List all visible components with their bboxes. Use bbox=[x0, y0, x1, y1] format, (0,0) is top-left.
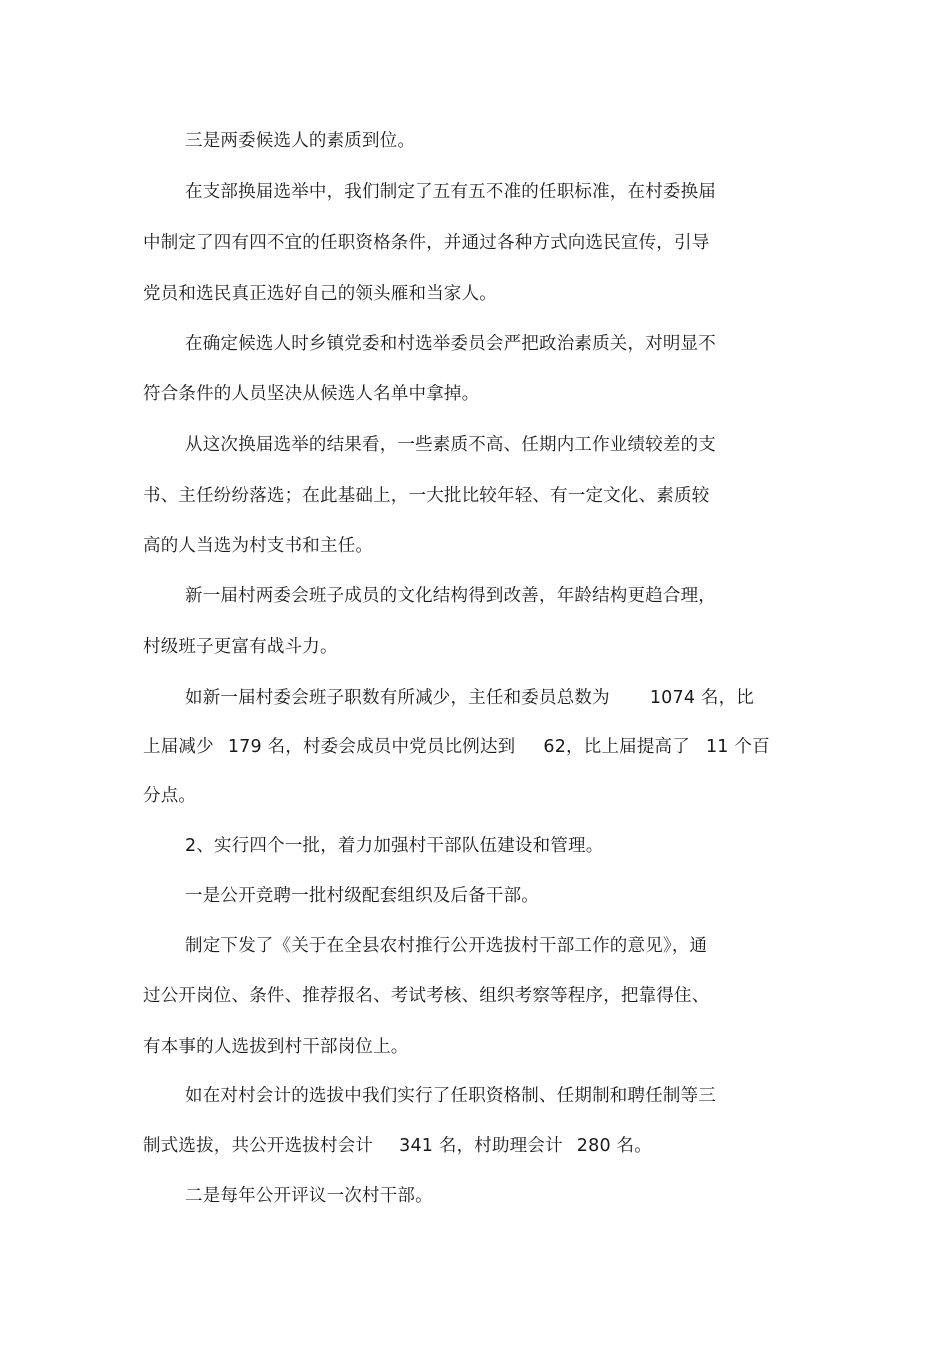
text-segment: 62，比上届提高了 bbox=[543, 737, 690, 757]
paragraph-line: 二是每年公开评议一次村干部。 bbox=[185, 1186, 433, 1206]
text-segment: 179 名，村委会成员中党员比例达到 bbox=[227, 737, 516, 757]
paragraph-line bbox=[185, 683, 754, 713]
paragraph-line bbox=[143, 1131, 652, 1161]
paragraph-line: 分点。 bbox=[143, 786, 197, 806]
paragraph-line: 一是公开竞聘一批村级配套组织及后备干部。 bbox=[185, 886, 539, 906]
paragraph-line: 符合条件的人员坚决从候选人名单中拿掉。 bbox=[143, 384, 480, 404]
paragraph-line: 党员和选民真正选好自己的领头雁和当家人。 bbox=[143, 284, 497, 304]
paragraph-line: 在支部换届选举中，我们制定了五有五不准的任职标准，在村委换届 bbox=[185, 182, 716, 202]
paragraph-line: 中制定了四有四不宜的任职资格条件，并通过各种方式向选民宣传，引导 bbox=[143, 233, 710, 253]
paragraph-line: 新一届村两委会班子成员的文化结构得到改善，年龄结构更趋合理， bbox=[185, 586, 716, 606]
text-segment: 上届减少 bbox=[143, 737, 214, 757]
paragraph-line: 制定下发了《关于在全县农村推行公开选拔村干部工作的意见》，通 bbox=[185, 936, 708, 956]
paragraph-line: 有本事的人选拔到村干部岗位上。 bbox=[143, 1037, 409, 1057]
text-segment: 制式选拔，共公开选拔村会计 bbox=[143, 1136, 374, 1156]
text-segment: 如新一届村委会班子职数有所减少，主任和委员总数为 bbox=[185, 688, 610, 708]
paragraph-line bbox=[143, 732, 770, 762]
paragraph-line: 书、主任纷纷落选；在此基础上，一大批比较年轻、有一定文化、素质较 bbox=[143, 486, 710, 506]
text-segment: 1074 名，比 bbox=[649, 688, 755, 708]
paragraph-line: 过公开岗位、条件、推荐报名、考试考核、组织考察等程序，把靠得住、 bbox=[143, 986, 710, 1006]
paragraph-line: 村级班子更富有战斗力。 bbox=[143, 637, 338, 657]
paragraph-line: 高的人当选为村支书和主任。 bbox=[143, 536, 374, 556]
paragraph-line: 如在对村会计的选拔中我们实行了任职资格制、任期制和聘任制等三 bbox=[185, 1086, 716, 1106]
paragraph-line: 三是两委候选人的素质到位。 bbox=[185, 131, 416, 151]
text-segment: 11 个百 bbox=[705, 737, 770, 757]
text-segment: 341 名，村助理会计 bbox=[399, 1136, 563, 1156]
paragraph-line: 从这次换届选举的结果看，一些素质不高、任期内工作业绩较差的支 bbox=[185, 435, 716, 455]
paragraph-line: 2、实行四个一批，着力加强村干部队伍建设和管理。 bbox=[185, 836, 604, 856]
paragraph-line: 在确定候选人时乡镇党委和村选举委员会严把政治素质关，对明显不 bbox=[185, 334, 716, 354]
text-segment: 280 名。 bbox=[576, 1136, 652, 1156]
